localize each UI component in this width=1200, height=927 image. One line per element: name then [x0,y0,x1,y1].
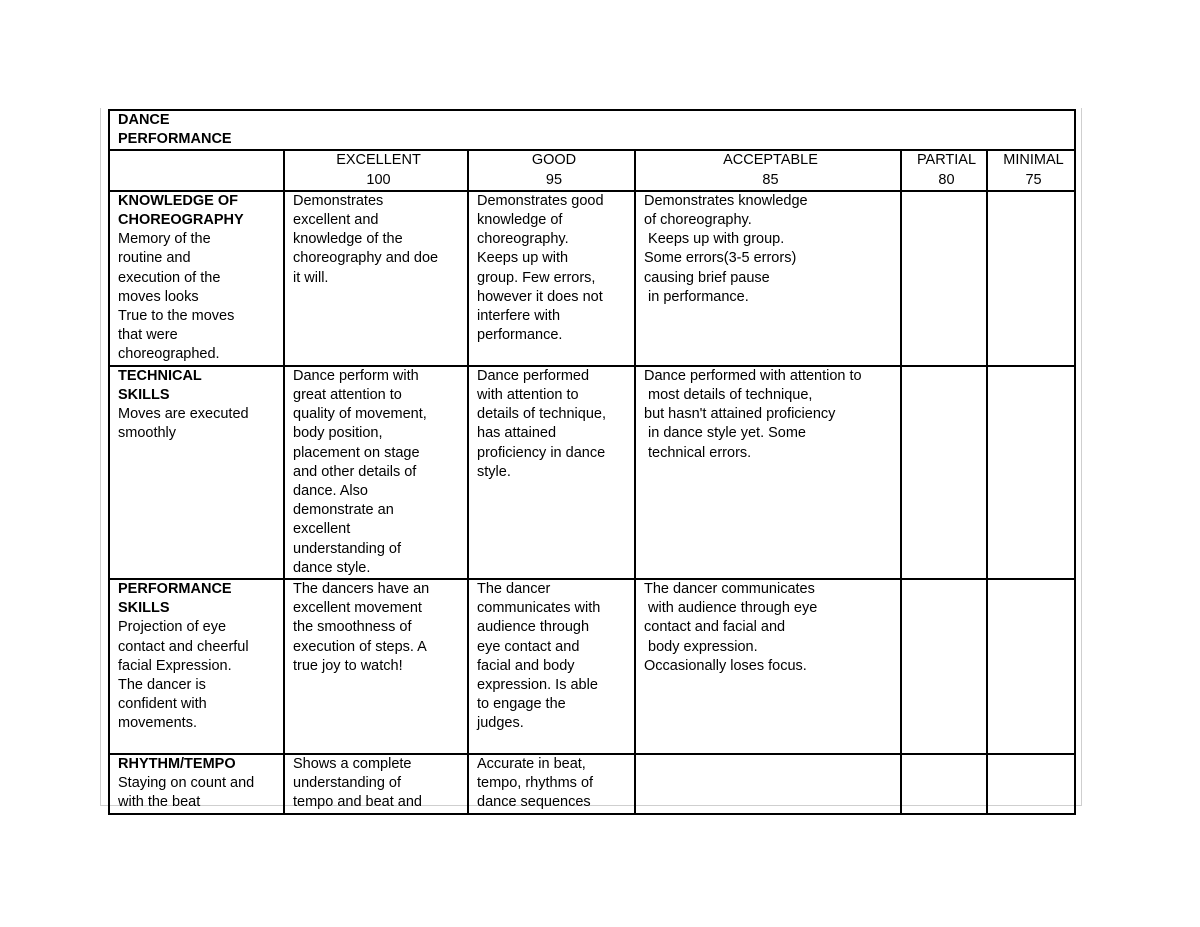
descriptor-text: eye contact and [477,638,580,655]
cell-good [468,579,635,754]
descriptor-text: Dance performed with attention to [644,367,862,384]
descriptor-text: of choreography. [644,212,752,229]
cell-acceptable [635,366,901,579]
level-header-acceptable [635,150,901,190]
descriptor-text: technical errors. [644,444,752,461]
descriptor-text: contact and facial and [644,619,786,636]
criterion-description: execution of the [118,269,221,286]
descriptor-text: body expression. [644,638,758,655]
criterion-description: contact and cheerful [118,638,249,655]
criterion-description: Moves are executed [118,406,249,423]
descriptor-text: true joy to watch! [293,657,403,674]
cell-partial [901,366,987,579]
descriptor-text: has attained [477,425,557,442]
descriptor-text: body position, [293,425,383,442]
descriptor-text: great attention to [293,387,402,404]
descriptor-text: dance. Also [293,483,368,500]
descriptor-text: audience through [477,619,590,636]
criterion-description: True to the moves [118,308,235,325]
criterion-description: moves looks [118,288,199,305]
criterion-name: RHYTHM/TEMPO [118,756,236,773]
cell-minimal [987,191,1075,366]
cell-partial [901,754,987,814]
cell-partial [901,579,987,754]
level-score: 100 [366,171,391,188]
descriptor-text: Demonstrates good [477,192,604,209]
descriptor-text: knowledge of the [293,231,403,248]
criterion-description: Projection of eye [118,619,227,636]
descriptor-text: group. Few errors, [477,269,596,286]
descriptor-text: excellent and [293,212,379,229]
rubric-table [108,109,1076,815]
criterion-row-choreography [109,191,1075,366]
title-line: PERFORMANCE [118,131,232,148]
descriptor-text: tempo, rhythms of [477,775,594,792]
descriptor-text: Keeps up with [477,250,569,267]
criterion-name: SKILLS [118,600,170,617]
cell-acceptable [635,754,901,814]
level-header-good [468,150,635,190]
descriptor-text: Demonstrates knowledge [644,192,808,209]
criterion-cell [109,191,284,366]
descriptor-text: excellent movement [293,600,422,617]
descriptor-text: and other details of [293,463,417,480]
criterion-name: TECHNICAL [118,367,202,384]
level-score: 75 [1025,171,1042,188]
criterion-cell [109,754,284,814]
criterion-cell [109,579,284,754]
level-name: EXCELLENT [336,152,421,169]
level-name: MINIMAL [1003,152,1064,169]
descriptor-text: understanding of [293,775,402,792]
criterion-row-performance [109,579,1075,754]
descriptor-text: the smoothness of [293,619,412,636]
cell-excellent [284,191,468,366]
descriptor-text: Shows a complete [293,756,412,773]
criterion-description: smoothly [118,425,177,442]
cell-minimal [987,366,1075,579]
criterion-row-technical [109,366,1075,579]
level-header-minimal [987,150,1075,190]
cell-acceptable [635,191,901,366]
descriptor-text: expression. Is able [477,677,598,694]
descriptor-text: excellent [293,521,351,538]
descriptor-text: with audience through eye [644,600,818,617]
descriptor-text: Demonstrates [293,192,384,209]
criterion-description: with the beat [118,794,201,811]
descriptor-text: style. [477,463,511,480]
descriptor-text: performance. [477,327,563,344]
descriptor-text: Dance perform with [293,367,419,384]
descriptor-text: choreography. [477,231,569,248]
descriptor-text: proficiency in dance [477,444,606,461]
cell-partial [901,191,987,366]
descriptor-text: causing brief pause [644,269,770,286]
descriptor-text: in performance. [644,288,749,305]
descriptor-text: however it does not [477,288,603,305]
title-line: DANCE [118,112,170,128]
descriptor-text: The dancer communicates [644,581,815,598]
level-score: 80 [938,171,955,188]
cell-good [468,366,635,579]
descriptor-text: choreography and doe [293,250,439,267]
descriptor-text: The dancer [477,581,551,598]
descriptor-text: dance sequences [477,794,591,811]
descriptor-text: facial and body [477,657,575,674]
cell-excellent [284,754,468,814]
rubric-title [109,110,1075,150]
criterion-name: SKILLS [118,387,170,404]
descriptor-text: details of technique, [477,406,606,423]
descriptor-text: The dancers have an [293,581,430,598]
descriptor-text: with attention to [477,387,579,404]
cell-good [468,754,635,814]
level-name: ACCEPTABLE [723,152,818,169]
descriptor-text: but hasn't attained proficiency [644,406,836,423]
descriptor-text: knowledge of [477,212,563,229]
title-row [109,110,1075,150]
header-empty-cell [109,150,284,190]
criterion-name: PERFORMANCE [118,581,232,598]
criterion-row-rhythm [109,754,1075,814]
descriptor-text: Dance performed [477,367,590,384]
criterion-description: routine and [118,250,191,267]
descriptor-text: in dance style yet. Some [644,425,806,442]
descriptor-text: demonstrate an [293,502,394,519]
descriptor-text: tempo and beat and [293,794,422,811]
level-header-row [109,150,1075,190]
criteria-body [109,191,1075,814]
descriptor-text: judges. [477,715,524,732]
criterion-description: facial Expression. [118,657,232,674]
cell-excellent [284,579,468,754]
criterion-name: CHOREOGRAPHY [118,212,244,229]
descriptor-text: placement on stage [293,444,420,461]
level-name: GOOD [531,152,577,169]
cell-good [468,191,635,366]
descriptor-text: most details of technique, [644,387,813,404]
descriptor-text: Occasionally loses focus. [644,657,807,674]
cell-minimal [987,754,1075,814]
cell-minimal [987,579,1075,754]
cell-excellent [284,366,468,579]
criterion-description: Staying on count and [118,775,255,792]
descriptor-text: quality of movement, [293,406,427,423]
descriptor-text: dance style. [293,559,371,576]
descriptor-text: Keeps up with group. [644,231,785,248]
descriptor-text: understanding of [293,540,402,557]
descriptor-text: interfere with [477,308,561,325]
criterion-description: The dancer is [118,677,206,694]
level-score: 95 [545,171,563,188]
descriptor-text: it will. [293,269,329,286]
cell-acceptable [635,579,901,754]
criterion-description: that were [118,327,178,344]
criterion-description: choreographed. [118,346,220,363]
criterion-description: movements. [118,715,197,732]
criterion-name: KNOWLEDGE OF [118,192,239,209]
descriptor-text: to engage the [477,696,566,713]
level-header-partial [901,150,987,190]
level-header-excellent [284,150,468,190]
criterion-description: Memory of the [118,231,211,248]
criterion-description: confident with [118,696,207,713]
descriptor-text: Accurate in beat, [477,756,586,773]
criterion-cell [109,366,284,579]
level-name: PARTIAL [916,152,977,169]
descriptor-text: execution of steps. A [293,638,427,655]
level-score: 85 [762,171,779,188]
descriptor-text: communicates with [477,600,601,617]
descriptor-text: Some errors(3-5 errors) [644,250,797,267]
